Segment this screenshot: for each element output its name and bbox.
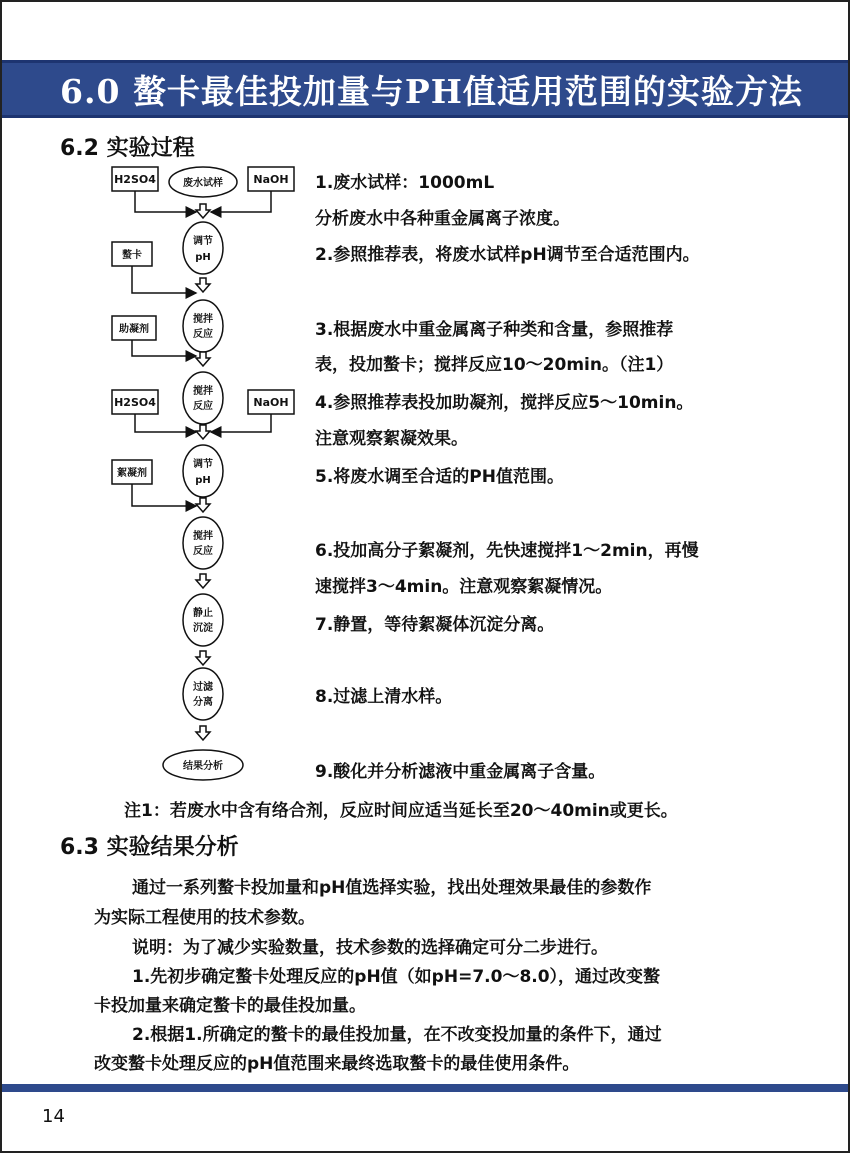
adjust-ph-ellipse-1 [183, 222, 223, 274]
arrow-chelator [132, 266, 196, 293]
stir-react-ellipse-2 [183, 372, 223, 424]
step-line-2: 分析废水中各种重金属离子浓度。 [315, 209, 570, 229]
step-line-4: 3.根据废水中重金属离子种类和含量，参照推荐 [315, 320, 674, 340]
step-line-13: 9.酸化并分析滤液中重金属离子含量。 [315, 762, 606, 782]
label-stir-2b: 反应 [193, 401, 213, 412]
section-heading-6-2: 6.2 实验过程 [60, 136, 195, 161]
arrow-h2so4-2 [135, 414, 196, 432]
down-arrow-1 [196, 204, 210, 218]
analysis-line-1: 通过一系列螯卡投加量和pH值选择实验，找出处理效果最佳的参数作 [132, 878, 652, 898]
step-line-1: 1.废水试样：1000mL [315, 173, 495, 193]
label-stir-3b: 反应 [193, 546, 213, 557]
label-flocculant: 絮凝剂 [117, 468, 147, 479]
down-arrow-4 [196, 425, 210, 439]
label-filter-a: 过滤 [193, 682, 213, 693]
footnote-1: 注1：若废水中含有络合剂，反应时间应适当延长至20～40min或更长。 [124, 801, 678, 821]
step-line-10: 速搅拌3～4min。注意观察絮凝情况。 [315, 577, 613, 597]
settle-ellipse [183, 594, 223, 646]
label-h2so4-1: H2SO4 [114, 173, 156, 186]
down-arrow-2 [196, 278, 210, 292]
label-adjust-2a: 调节 [193, 459, 213, 470]
step-line-3: 2.参照推荐表，将废水试样pH调节至合适范围内。 [315, 245, 700, 265]
analysis-line-2: 为实际工程使用的技术参数。 [94, 908, 315, 928]
label-filter-b: 分离 [193, 697, 213, 708]
page-border-left [0, 0, 2, 1153]
step-line-11: 7.静置，等待絮凝体沉淀分离。 [315, 615, 555, 635]
flowchart-svg [100, 160, 310, 790]
step-line-7: 注意观察絮凝效果。 [315, 429, 468, 449]
analysis-line-6: 2.根据1.所确定的螯卡的最佳投加量，在不改变投加量的条件下，通过 [132, 1025, 662, 1045]
stir-react-ellipse-1 [183, 300, 223, 352]
down-arrow-3 [196, 352, 210, 366]
step-line-6: 4.参照推荐表投加助凝剂，搅拌反应5～10min。 [315, 393, 694, 413]
label-chelator: 螯卡 [122, 250, 142, 261]
chapter-banner [2, 60, 848, 118]
label-adjust-1b: pH [195, 252, 211, 263]
label-h2so4-2: H2SO4 [114, 396, 156, 409]
analysis-line-7: 改变螯卡处理反应的pH值范围来最终选取螯卡的最佳使用条件。 [94, 1054, 580, 1074]
arrow-flocculant [132, 484, 196, 506]
label-stir-2a: 搅拌 [193, 386, 213, 397]
stir-react-ellipse-3 [183, 517, 223, 569]
filter-ellipse [183, 668, 223, 720]
label-stir-1b: 反应 [193, 329, 213, 340]
label-naoh-1: NaOH [253, 173, 289, 186]
analysis-line-3: 说明：为了减少实验数量，技术参数的选择确定可分二步进行。 [132, 938, 608, 958]
step-line-12: 8.过滤上清水样。 [315, 687, 453, 707]
label-sample: 废水试样 [183, 178, 223, 189]
label-naoh-2: NaOH [253, 396, 289, 409]
label-stir-3a: 搅拌 [193, 531, 213, 542]
page-border-top [0, 0, 850, 2]
page-number: 14 [42, 1106, 65, 1127]
chapter-title: 6.0 螯卡最佳投加量与PH值适用范围的实验方法 [60, 71, 803, 111]
label-result: 结果分析 [183, 761, 223, 772]
label-adjust-2b: pH [195, 475, 211, 486]
label-adjust-1a: 调节 [193, 236, 213, 247]
label-stir-1a: 搅拌 [193, 314, 213, 325]
arrow-naoh-2 [211, 414, 271, 432]
step-line-8: 5.将废水调至合适的PH值范围。 [315, 467, 564, 487]
label-settle-a: 静止 [193, 608, 213, 619]
down-arrow-5 [196, 498, 210, 512]
down-arrow-8 [196, 726, 210, 740]
experiment-flowchart [100, 160, 310, 794]
down-arrow-6 [196, 574, 210, 588]
section-heading-6-3: 6.3 实验结果分析 [60, 835, 239, 860]
step-line-5: 表，投加螯卡；搅拌反应10～20min。（注1） [315, 355, 674, 375]
analysis-line-5: 卡投加量来确定螯卡的最佳投加量。 [94, 996, 366, 1016]
footer-bar [2, 1084, 848, 1092]
label-coagulant-aid: 助凝剂 [119, 324, 149, 335]
step-line-9: 6.投加高分子絮凝剂，先快速搅拌1～2min，再慢 [315, 541, 699, 561]
analysis-line-4: 1.先初步确定螯卡处理反应的pH值（如pH=7.0～8.0），通过改变螯 [132, 967, 661, 987]
adjust-ph-ellipse-2 [183, 445, 223, 497]
label-settle-b: 沉淀 [193, 623, 213, 634]
arrow-coagulant-aid [132, 340, 196, 356]
down-arrow-7 [196, 651, 210, 665]
